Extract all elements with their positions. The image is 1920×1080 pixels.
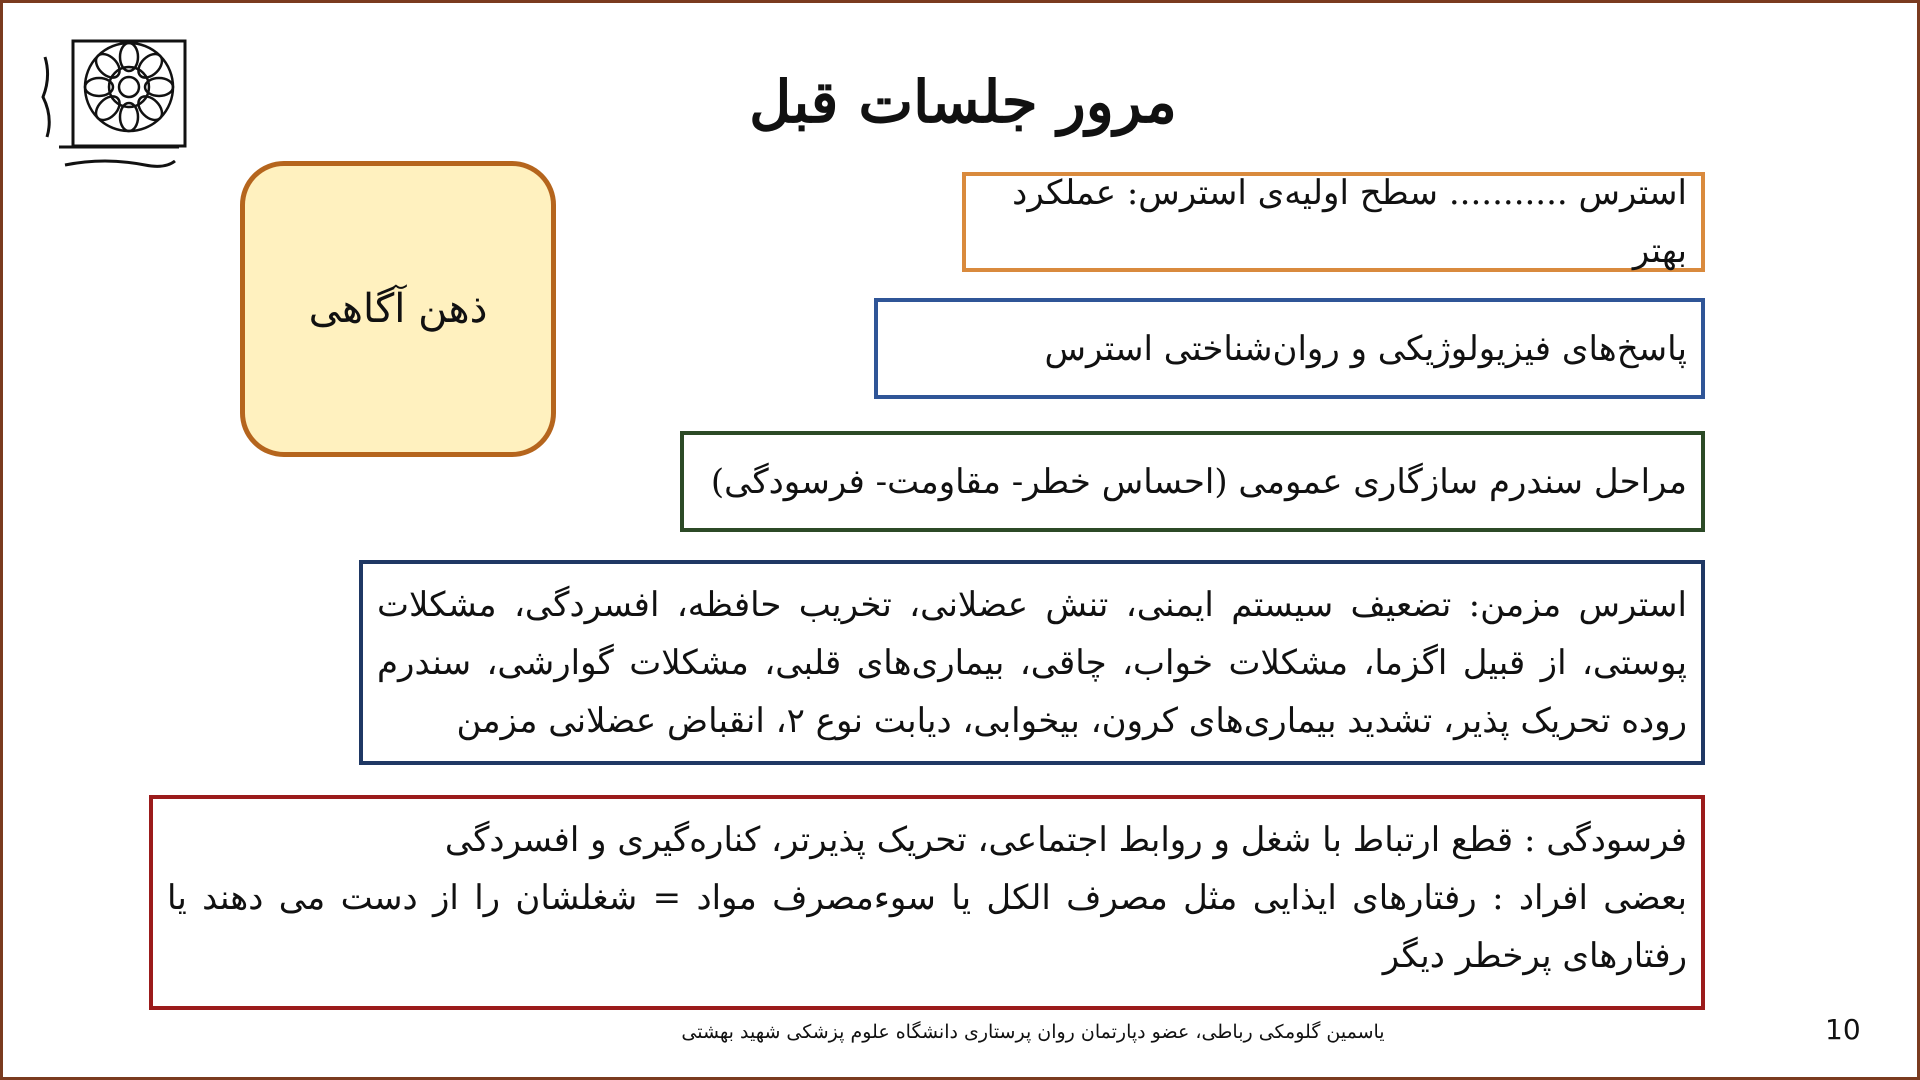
stress-level-box — [962, 172, 1705, 272]
chronic-stress-box — [359, 560, 1705, 765]
stress-responses-box — [874, 298, 1705, 399]
burnout-box — [149, 795, 1705, 1010]
chronic-stress-text: استرس مزمن: تضعیف سیستم ایمنی، تنش عضلانی، تخریب حافظه، افسردگی، مشکلات پوستی، از قبیل اگزما، مشکلات خواب، چاقی، بیماری‌های قلبی، مشکلات گوارشی، سندرم روده تحریک پذیر، تشدید بیماری‌های کرون، بیخوابی، دیابت نوع ۲، انقباض عضلانی مزمن — [377, 585, 1687, 741]
stress-level-text: استرس ........... سطح اولیه‌ی استرس: عملکرد بهتر — [1012, 173, 1687, 271]
burnout-definition: فرسودگی : قطع ارتباط با شغل و روابط اجتماعی، تحریک پذیرتر، کناره‌گیری و افسردگی — [444, 820, 1687, 860]
gas-stages-box — [680, 431, 1705, 532]
slide-title: مرور جلسات قبل — [749, 68, 1177, 136]
university-logo — [25, 17, 195, 182]
stress-responses-text: پاسخ‌های فیزیولوژیکی و روان‌شناختی استرس — [1044, 328, 1687, 369]
mindfulness-box: ذهن آگاهی — [240, 161, 556, 457]
page-number: 10 — [1825, 1013, 1861, 1046]
burnout-behaviors: بعضی افراد : رفتارهای ایذایی مثل مصرف الکل یا سوءمصرف مواد = شغلشان را از دست می دهند یا رفتارهای پرخطر دیگر — [167, 878, 1687, 976]
gas-stages-text: مراحل سندرم سازگاری عمومی (احساس خطر- مقاومت- فرسودگی) — [710, 461, 1687, 502]
author-footer: یاسمین گلومکی رباطی، عضو دپارتمان روان پرستاری دانشگاه علوم پزشکی شهید بهشتی — [681, 1021, 1385, 1043]
